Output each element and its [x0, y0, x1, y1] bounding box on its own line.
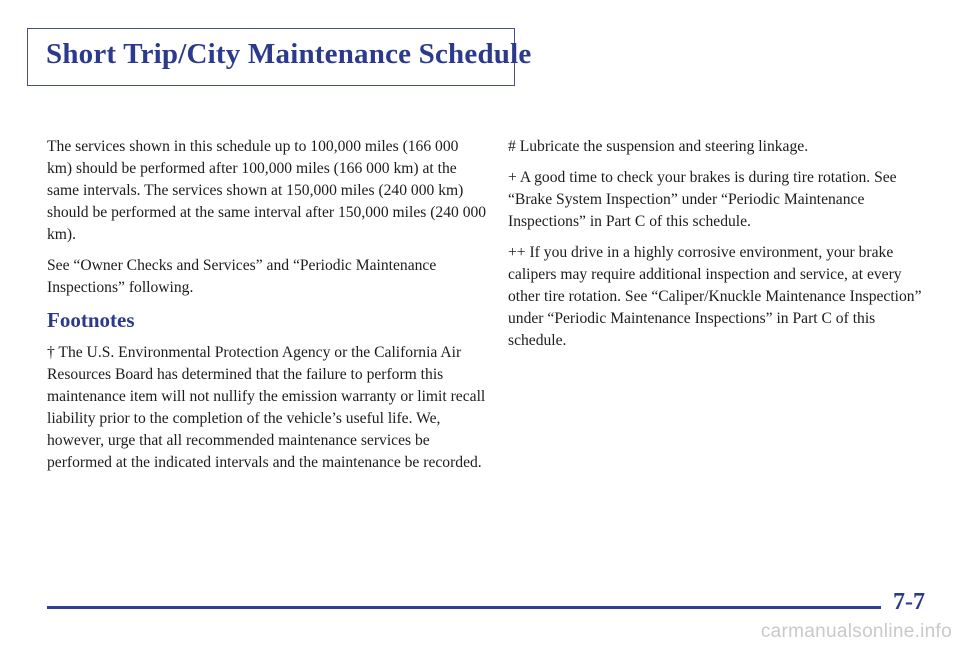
page-number: 7-7 [893, 589, 925, 615]
left-column [47, 136, 487, 483]
footer-rule [47, 606, 881, 609]
footnotes-heading: Footnotes [47, 308, 135, 332]
watermark: carmanualsonline.info [760, 621, 952, 642]
footnote-hash: # Lubricate the suspension and steering linkage. [508, 138, 809, 155]
intro-paragraph: The services shown in this schedule up to 100,000 miles (166 000 km) should be performed after 100,000 miles (166 000 km) at the same intervals. The services shown at 150,000 miles (240 000 km) should be performed at the same interval after 150,000 miles (240 000 km). [47, 138, 487, 243]
right-column [508, 136, 933, 361]
footnote-plus: + A good time to check your brakes is during tire rotation. See “Brake System Inspection” under “Periodic Maintenance Inspections” in Part C of this schedule. [508, 169, 897, 230]
footnote-dagger: † The U.S. Environmental Protection Agency or the California Air Resources Board has determined that the failure to perform this maintenance item will not nullify the emission warranty or limit recall liability prior to the completion of the vehicle’s useful life. We, however, urge that all recommended maintenance services be performed at the indicated intervals and the maintenance be recorded. [47, 344, 486, 471]
title-box [27, 28, 532, 86]
page-title: Short Trip/City Maintenance Schedule [46, 38, 532, 70]
footnote-double-plus: ++ If you drive in a highly corrosive environment, your brake calipers may require additional inspection and service, at every other tire rotation. See “Caliper/Knuckle Maintenance Inspection” under “Periodic Maintenance Inspections” in Part C of this schedule. [508, 244, 922, 349]
see-also-paragraph: See “Owner Checks and Services” and “Periodic Maintenance Inspections” following. [47, 257, 437, 296]
